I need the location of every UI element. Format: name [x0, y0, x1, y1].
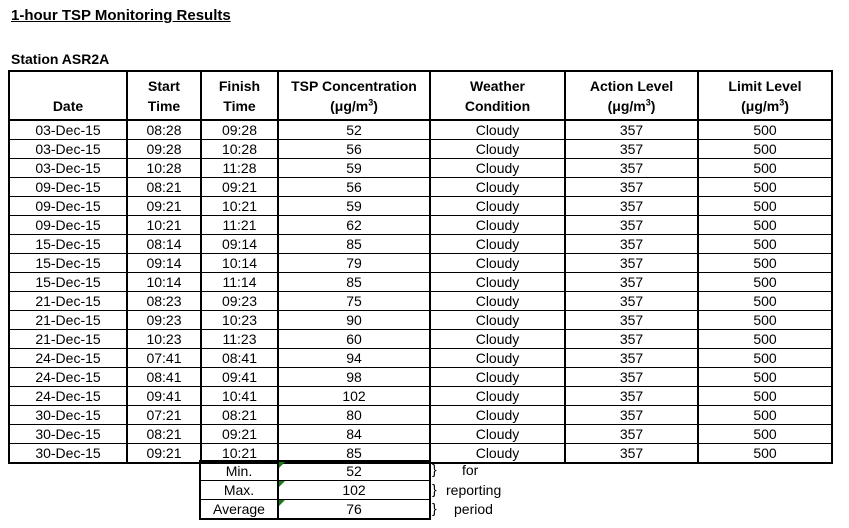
table-row [9, 120, 832, 140]
tsp-cell: 94 [278, 349, 430, 368]
summary-value [278, 481, 430, 500]
weather-cell: Cloudy [430, 273, 565, 292]
action-level-cell: 357 [565, 120, 698, 140]
header-tsp-concentration: TSP Concentration $(\mu g/m^3)$ [278, 71, 430, 120]
table-row [9, 330, 832, 349]
tsp-cell: 90 [278, 311, 430, 330]
summary-label: Average [200, 500, 278, 520]
start-time-cell: 09:23 [127, 311, 201, 330]
tsp-cell: 85 [278, 444, 430, 464]
header-limit-level: Limit Level $(\mu g/m^3)$ [698, 71, 832, 120]
summary-value [278, 500, 430, 520]
weather-cell: Cloudy [430, 387, 565, 406]
date-cell: 15-Dec-15 [9, 273, 127, 292]
finish-time-cell: 09:21 [201, 178, 278, 197]
date-cell: 30-Dec-15 [9, 444, 127, 464]
header-action-level: Action Level $(\mu g/m^3)$ [565, 71, 698, 120]
limit-level-cell: 500 [698, 425, 832, 444]
limit-level-cell: 500 [698, 387, 832, 406]
header-date: Date [9, 71, 127, 120]
limit-level-cell: 500 [698, 120, 832, 140]
error-indicator-icon [279, 462, 285, 468]
note-line-reporting: reporting [446, 482, 502, 498]
action-level-cell: 357 [565, 425, 698, 444]
limit-level-cell: 500 [698, 197, 832, 216]
action-level-cell: 357 [565, 273, 698, 292]
start-time-cell: 08:21 [127, 178, 201, 197]
tsp-cell: 79 [278, 254, 430, 273]
weather-cell: Cloudy [430, 254, 565, 273]
date-cell: 03-Dec-15 [9, 159, 127, 178]
brace-mark: } [432, 481, 437, 497]
tsp-cell: 62 [278, 216, 430, 235]
tsp-cell: 60 [278, 330, 430, 349]
limit-level-cell: 500 [698, 330, 832, 349]
date-cell: 30-Dec-15 [9, 406, 127, 425]
table-row [9, 197, 832, 216]
action-level-cell: 357 [565, 368, 698, 387]
table-row [9, 273, 832, 292]
brace-mark: } [432, 500, 437, 516]
summary-row [200, 481, 430, 500]
table-row [9, 368, 832, 387]
start-time-cell: 09:14 [127, 254, 201, 273]
action-level-cell: 357 [565, 387, 698, 406]
start-time-cell: 10:23 [127, 330, 201, 349]
date-cell: 03-Dec-15 [9, 120, 127, 140]
date-cell: 30-Dec-15 [9, 425, 127, 444]
limit-level-cell: 500 [698, 444, 832, 464]
summary-table [199, 460, 431, 520]
header-start-time: Start Time [127, 71, 201, 120]
start-time-cell: 08:23 [127, 292, 201, 311]
finish-time-cell: 10:23 [201, 311, 278, 330]
finish-time-cell: 08:21 [201, 406, 278, 425]
finish-time-cell: 09:41 [201, 368, 278, 387]
tsp-cell: 56 [278, 140, 430, 159]
date-cell: 09-Dec-15 [9, 216, 127, 235]
summary-value [278, 461, 430, 481]
table-row [9, 216, 832, 235]
action-level-cell: 357 [565, 254, 698, 273]
table-row [9, 349, 832, 368]
limit-level-cell: 500 [698, 140, 832, 159]
finish-time-cell: 08:41 [201, 349, 278, 368]
finish-time-cell: 11:28 [201, 159, 278, 178]
weather-cell: Cloudy [430, 425, 565, 444]
tsp-cell: 52 [278, 120, 430, 140]
start-time-cell: 09:21 [127, 444, 201, 464]
weather-cell: Cloudy [430, 292, 565, 311]
tsp-cell: 75 [278, 292, 430, 311]
date-cell: 09-Dec-15 [9, 178, 127, 197]
action-level-cell: 357 [565, 235, 698, 254]
tsp-cell: 102 [278, 387, 430, 406]
finish-time-cell: 09:21 [201, 425, 278, 444]
results-table-body [9, 120, 832, 463]
start-time-cell: 08:14 [127, 235, 201, 254]
results-table [8, 70, 833, 464]
table-row [9, 387, 832, 406]
action-level-cell: 357 [565, 292, 698, 311]
limit-level-cell: 500 [698, 254, 832, 273]
table-row [9, 254, 832, 273]
finish-time-cell: 11:23 [201, 330, 278, 349]
limit-level-cell: 500 [698, 311, 832, 330]
weather-cell: Cloudy [430, 120, 565, 140]
limit-level-cell: 500 [698, 349, 832, 368]
limit-level-cell: 500 [698, 216, 832, 235]
weather-cell: Cloudy [430, 349, 565, 368]
finish-time-cell: 10:28 [201, 140, 278, 159]
start-time-cell: 08:28 [127, 120, 201, 140]
start-time-cell: 09:21 [127, 197, 201, 216]
report-title: 1-hour TSP Monitoring Results [11, 7, 231, 24]
tsp-cell: 84 [278, 425, 430, 444]
limit-level-cell: 500 [698, 178, 832, 197]
summary-value-text: 52 [346, 463, 362, 479]
tsp-cell: 80 [278, 406, 430, 425]
weather-cell: Cloudy [430, 444, 565, 464]
weather-cell: Cloudy [430, 178, 565, 197]
weather-cell: Cloudy [430, 406, 565, 425]
start-time-cell: 09:41 [127, 387, 201, 406]
weather-cell: Cloudy [430, 216, 565, 235]
start-time-cell: 07:21 [127, 406, 201, 425]
table-row [9, 178, 832, 197]
station-label: Station ASR2A [11, 51, 110, 67]
weather-cell: Cloudy [430, 311, 565, 330]
header-weather-condition: Weather Condition [430, 71, 565, 120]
limit-level-cell: 500 [698, 273, 832, 292]
summary-label: Max. [200, 481, 278, 500]
start-time-cell: 08:21 [127, 425, 201, 444]
finish-time-cell: 10:41 [201, 387, 278, 406]
date-cell: 24-Dec-15 [9, 368, 127, 387]
date-cell: 09-Dec-15 [9, 197, 127, 216]
weather-cell: Cloudy [430, 235, 565, 254]
date-cell: 03-Dec-15 [9, 140, 127, 159]
finish-time-cell: 10:21 [201, 444, 278, 464]
date-cell: 21-Dec-15 [9, 311, 127, 330]
finish-time-cell: 11:14 [201, 273, 278, 292]
start-time-cell: 07:41 [127, 349, 201, 368]
action-level-cell: 357 [565, 330, 698, 349]
brace-mark: } [432, 461, 437, 477]
start-time-cell: 10:21 [127, 216, 201, 235]
action-level-cell: 357 [565, 197, 698, 216]
date-cell: 21-Dec-15 [9, 330, 127, 349]
summary-row [200, 461, 430, 481]
weather-cell: Cloudy [430, 197, 565, 216]
limit-level-cell: 500 [698, 235, 832, 254]
limit-level-cell: 500 [698, 159, 832, 178]
weather-cell: Cloudy [430, 330, 565, 349]
action-level-cell: 357 [565, 140, 698, 159]
weather-cell: Cloudy [430, 140, 565, 159]
finish-time-cell: 11:21 [201, 216, 278, 235]
table-row [9, 159, 832, 178]
tsp-cell: 98 [278, 368, 430, 387]
finish-time-cell: 10:14 [201, 254, 278, 273]
limit-level-cell: 500 [698, 292, 832, 311]
tsp-cell: 59 [278, 197, 430, 216]
date-cell: 15-Dec-15 [9, 254, 127, 273]
tsp-cell: 85 [278, 273, 430, 292]
date-cell: 24-Dec-15 [9, 349, 127, 368]
weather-cell: Cloudy [430, 159, 565, 178]
header-row [9, 71, 832, 120]
action-level-cell: 357 [565, 406, 698, 425]
finish-time-cell: 09:23 [201, 292, 278, 311]
table-row [9, 292, 832, 311]
weather-cell: Cloudy [430, 368, 565, 387]
note-line-for: for [462, 462, 479, 478]
tsp-cell: 56 [278, 178, 430, 197]
limit-level-cell: 500 [698, 368, 832, 387]
start-time-cell: 10:14 [127, 273, 201, 292]
action-level-cell: 357 [565, 444, 698, 464]
summary-value-text: 76 [346, 501, 362, 517]
start-time-cell: 10:28 [127, 159, 201, 178]
header-finish-time: Finish Time [201, 71, 278, 120]
date-cell: 24-Dec-15 [9, 387, 127, 406]
error-indicator-icon [279, 500, 285, 506]
finish-time-cell: 10:21 [201, 197, 278, 216]
table-row [9, 425, 832, 444]
table-row [9, 311, 832, 330]
start-time-cell: 08:41 [127, 368, 201, 387]
summary-row [200, 500, 430, 520]
action-level-cell: 357 [565, 159, 698, 178]
table-row [9, 140, 832, 159]
action-level-cell: 357 [565, 178, 698, 197]
tsp-cell: 85 [278, 235, 430, 254]
note-line-period: period [454, 501, 493, 517]
table-row [9, 406, 832, 425]
date-cell: 21-Dec-15 [9, 292, 127, 311]
summary-label: Min. [200, 461, 278, 481]
tsp-cell: 59 [278, 159, 430, 178]
limit-level-cell: 500 [698, 406, 832, 425]
summary-value-text: 102 [342, 482, 366, 498]
finish-time-cell: 09:28 [201, 120, 278, 140]
action-level-cell: 357 [565, 216, 698, 235]
table-row [9, 235, 832, 254]
action-level-cell: 357 [565, 311, 698, 330]
finish-time-cell: 09:14 [201, 235, 278, 254]
date-cell: 15-Dec-15 [9, 235, 127, 254]
error-indicator-icon [279, 481, 285, 487]
start-time-cell: 09:28 [127, 140, 201, 159]
action-level-cell: 357 [565, 349, 698, 368]
